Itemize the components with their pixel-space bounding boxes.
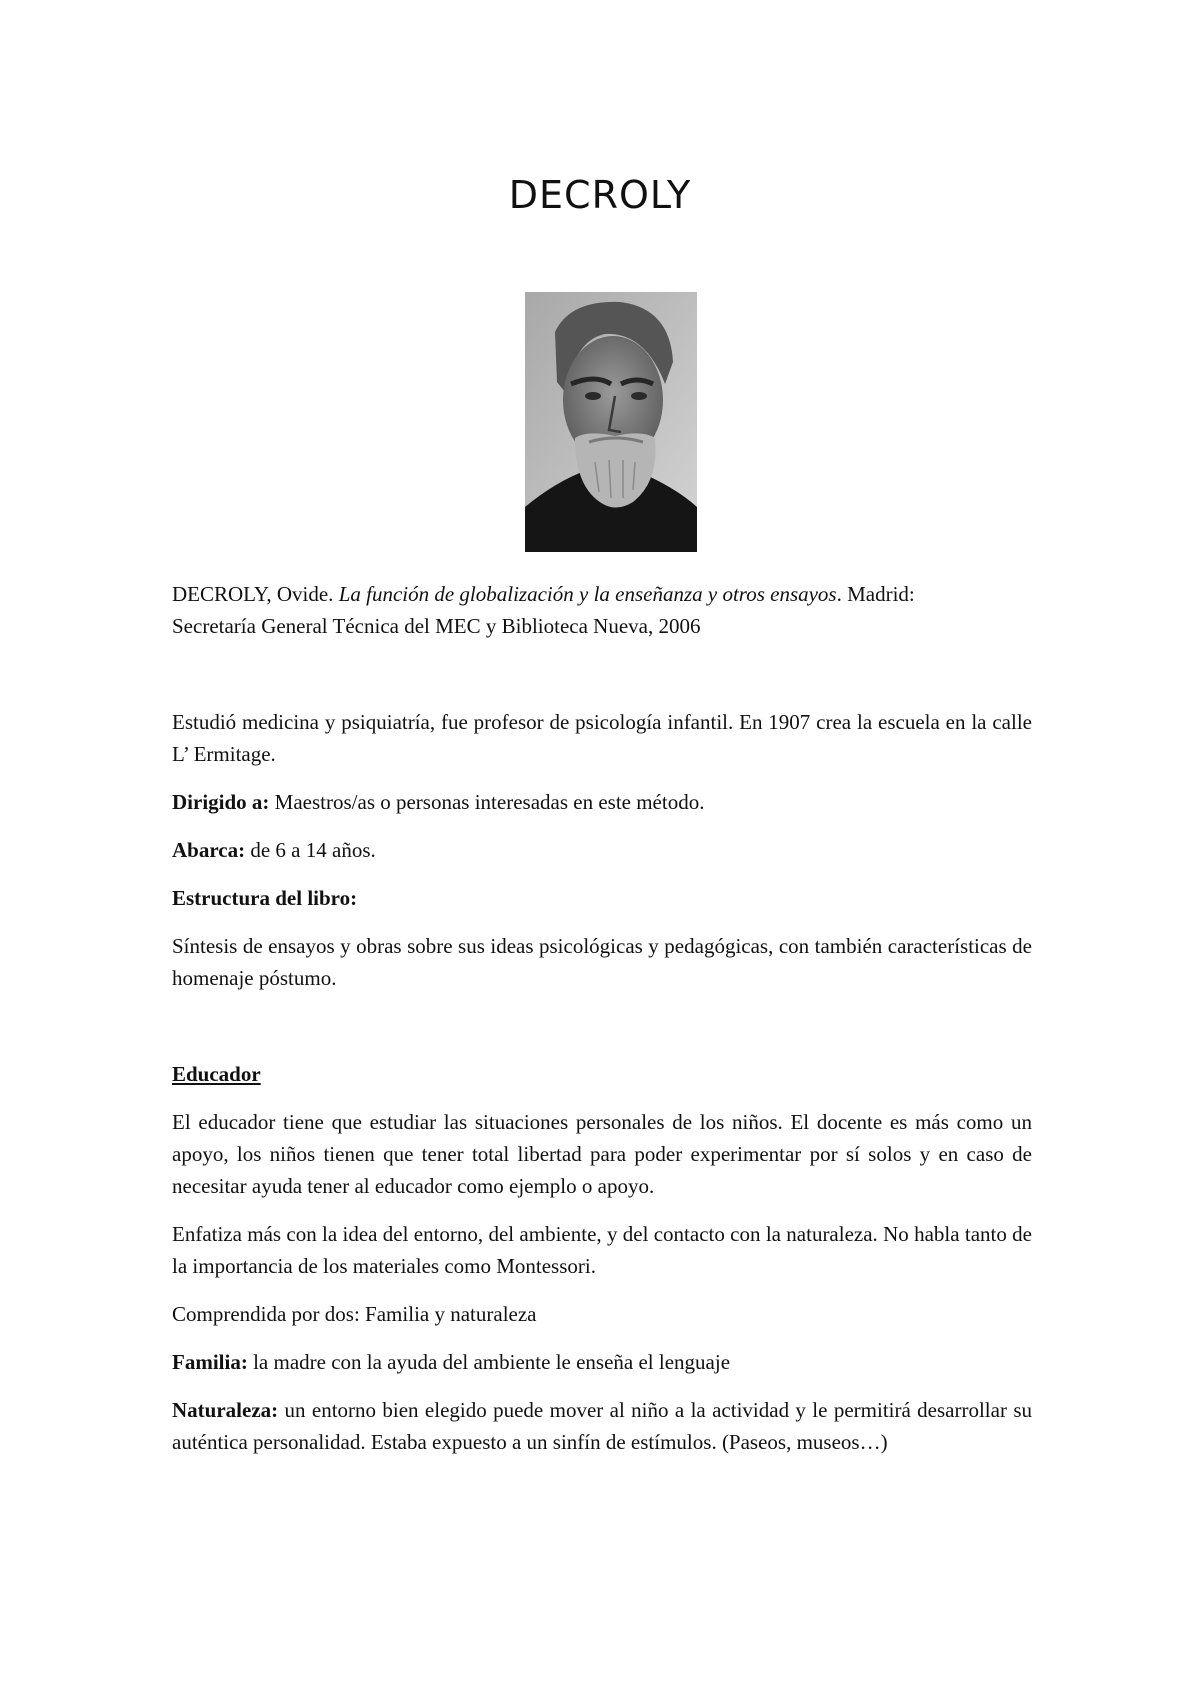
educador-paragraph-2: [172, 1218, 1032, 1282]
reference-book-title: La función de globalización y la enseñanza y otros ensayos: [338, 582, 837, 606]
reference-publisher-line2: Secretaría General Técnica del MEC y Biblioteca Nueva, 2006: [172, 614, 701, 638]
familia-text: la madre con la ayuda del ambiente le enseña el lenguaje: [253, 1350, 731, 1374]
dirigido-label: Dirigido a:: [172, 790, 270, 814]
educador-heading: Educador: [172, 1062, 261, 1086]
familia-line: [172, 1346, 1032, 1378]
educador-paragraph-3: [172, 1298, 1032, 1330]
intro-text: Estudió medicina y psiquiatría, fue profesor de psicología infantil. En 1907 crea la escuela en la calle L’ Ermitage.: [172, 710, 1032, 766]
educador-heading-line: [172, 1058, 1032, 1090]
intro-paragraph: [172, 706, 1032, 770]
naturaleza-text: un entorno bien elegido puede mover al niño a la actividad y le permitirá desarrollar su auténtica personalidad. Estaba expuesto a un sinfín de estímulos. (Paseos, museos…): [172, 1398, 1032, 1454]
estructura-text: Síntesis de ensayos y obras sobre sus ideas psicológicas y pedagógicas, con también características de homenaje póstumo.: [172, 934, 1032, 990]
reference-author: DECROLY, Ovide.: [172, 582, 334, 606]
naturaleza-paragraph: [172, 1394, 1032, 1458]
educador-p2: Enfatiza más con la idea del entorno, del ambiente, y del contacto con la naturaleza. No habla tanto de la importancia de los materiales como Montessori.: [172, 1222, 1032, 1278]
abarca-text: de 6 a 14 años.: [250, 838, 376, 862]
educador-paragraph-1: [172, 1106, 1032, 1202]
reference-publisher-line1: . Madrid:: [836, 582, 915, 606]
estructura-paragraph: [172, 930, 1032, 994]
estructura-label: Estructura del libro:: [172, 886, 358, 910]
educador-p3: Comprendida por dos: Familia y naturaleza: [172, 1302, 537, 1326]
dirigido-text: Maestros/as o personas interesadas en este método.: [274, 790, 705, 814]
familia-label: Familia:: [172, 1350, 248, 1374]
dirigido-line: [172, 786, 1032, 818]
educador-p1: El educador tiene que estudiar las situaciones personales de los niños. El docente es más como un apoyo, los niños tienen que tener total libertad para poder experimentar por sí solos y en caso de necesitar ayuda tener al educador como ejemplo o apoyo.: [172, 1110, 1032, 1198]
reference-block: [172, 578, 1032, 642]
estructura-label-line: [172, 882, 1032, 914]
abarca-line: [172, 834, 1032, 866]
naturaleza-label: Naturaleza:: [172, 1398, 279, 1422]
abarca-label: Abarca:: [172, 838, 246, 862]
reference-citation: [172, 578, 1032, 642]
portrait-photo: [525, 292, 697, 552]
page-title: DECROLY: [508, 173, 692, 218]
